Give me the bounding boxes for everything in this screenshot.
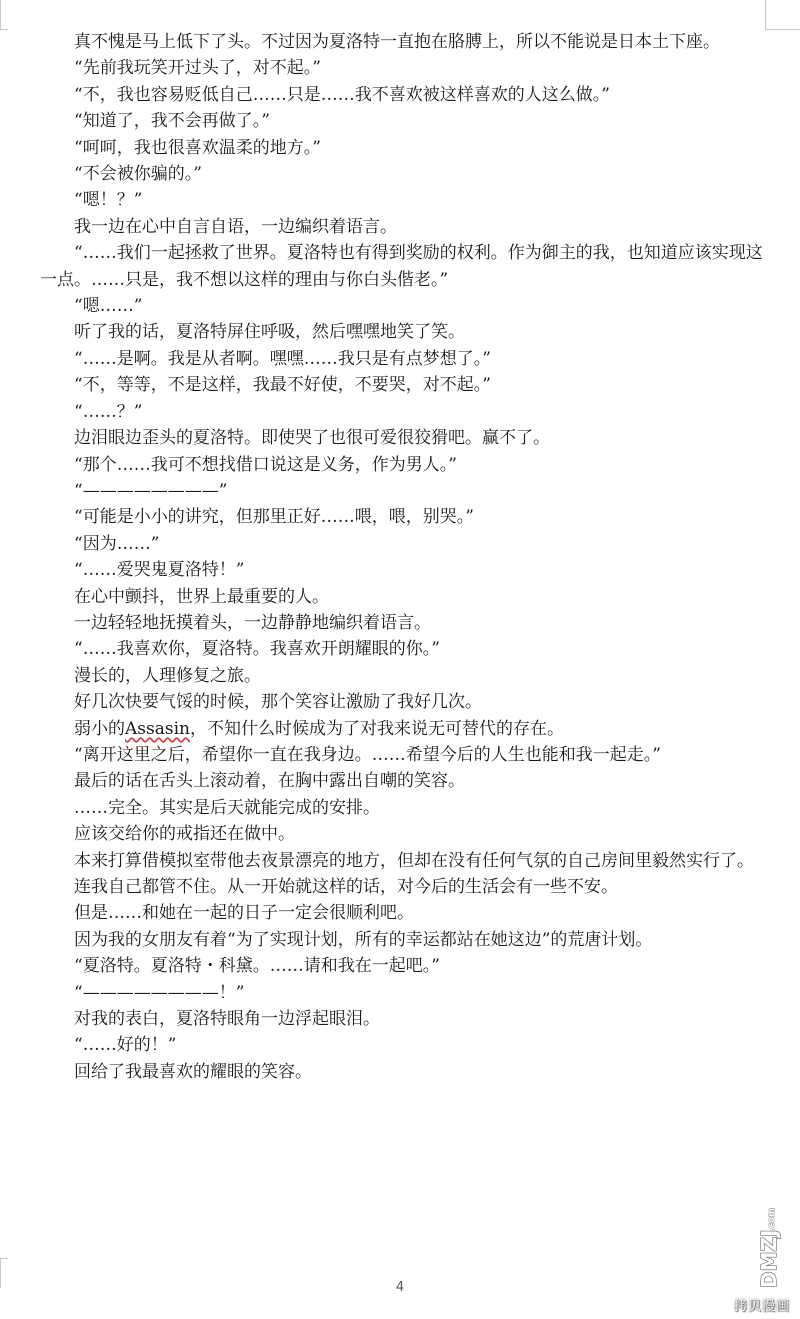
paragraph: 边泪眼边歪头的夏洛特。即使哭了也很可爱很狡猾吧。赢不了。 (74, 428, 550, 449)
paragraph: 听了我的话，夏洛特屏住呼吸，然后嘿嘿地笑了笑。 (74, 322, 465, 343)
paragraph: “……爱哭鬼夏洛特！” (74, 560, 245, 581)
paragraph: “呵呵，我也很喜欢温柔的地方。” (74, 137, 321, 158)
paragraph: “离开这里之后，希望你一直在我身边。……希望今后的人生也能和我一起走。” (74, 744, 661, 765)
crop-mark-bottom-left-h (0, 1258, 8, 1259)
paragraph: “……？” (74, 401, 143, 422)
paragraph: “————————” (74, 480, 228, 501)
paragraph: 最后的话在舌头上滚动着，在胸中露出自嘲的笑容。 (74, 771, 465, 792)
paragraph: “……好的！” (74, 1035, 177, 1056)
paragraph: 我一边在心中自言自语，一边编织着语言。 (74, 216, 397, 237)
paragraph: “————————！” (74, 982, 245, 1003)
text-body (40, 29, 772, 1085)
paragraph: 真不愧是马上低下了头。不过因为夏洛特一直抱在胳膊上，所以不能说是日本土下座。 (74, 32, 720, 52)
crop-mark-top-left-h (0, 29, 8, 30)
paragraph: “……我喜欢你，夏洛特。我喜欢开朗耀眼的你。” (74, 639, 440, 660)
paragraph: 本来打算借模拟室带他去夜景漂亮的地方，但却在没有任何气氛的自己房间里毅然实行了。 (74, 850, 754, 871)
paragraph: 但是……和她在一起的日子一定会很顺利吧。 (74, 903, 414, 924)
paragraph: ……完全。其实是后天就能完成的安排。 (74, 797, 380, 818)
paragraph: 因为我的女朋友有着“为了实现计划，所有的幸运都站在她这边”的荒唐计划。 (74, 929, 653, 950)
spellcheck-flagged-word: Assasin (125, 718, 190, 739)
paragraph: “夏洛特。夏洛特・科黛。……请和我在一起吧。” (74, 956, 440, 977)
paragraph: “先前我玩笑开过头了，对不起。” (74, 58, 321, 79)
paragraph: “可能是小小的讲究，但那里正好……喂，喂，别哭。” (74, 507, 474, 528)
paragraph: 在心中颤抖，世界上最重要的人。 (74, 586, 329, 607)
paragraph: “……我们一起拯救了世界。夏洛特也有得到奖励的权利。作为御主的我，也知道应该实现这一点。……只是，我不想以这样的理由与你白头偕老。” (40, 243, 763, 290)
paragraph: “不，等等，不是这样，我最不好使，不要哭，对不起。” (74, 375, 491, 396)
crop-mark-top-left (0, 0, 1, 30)
paragraph: “那个……我可不想找借口说这是义务，作为男人。” (74, 454, 457, 475)
watermark-caption: 拷贝漫画 (733, 1299, 790, 1314)
paragraph: 对我的表白，夏洛特眼角一边浮起眼泪。 (74, 1009, 380, 1030)
paragraph: 弱小的Assasin，不知什么时候成为了对我来说无可替代的存在。 (74, 718, 564, 739)
paragraph: “知道了，我不会再做了。” (74, 111, 270, 132)
paragraph: “嗯……” (74, 296, 143, 317)
watermark (733, 1200, 794, 1318)
paragraph: “因为……” (74, 533, 160, 554)
paragraph: “不会被你骗的。” (74, 164, 202, 185)
svg-text:.com: .com (767, 1207, 777, 1232)
crop-mark-top-right (765, 0, 766, 30)
svg-text:DMZJ: DMZJ (757, 1229, 781, 1288)
paragraph: 好几次快要气馁的时候，那个笑容让激励了我好几次。 (74, 692, 482, 713)
paragraph: 漫长的，人理修复之旅。 (74, 665, 261, 686)
dmzj-logo-icon (754, 1200, 784, 1290)
paragraph: 回给了我最喜欢的耀眼的笑容。 (74, 1061, 312, 1082)
paragraph: 一边轻轻地抚摸着头，一边静静地编织着语言。 (74, 612, 431, 633)
paragraph: 应该交给你的戒指还在做中。 (74, 824, 295, 845)
paragraph: 连我自己都管不住。从一开始就这样的话，对今后的生活会有一些不安。 (74, 877, 618, 897)
page-number: 4 (395, 1280, 405, 1295)
paragraph: “嗯！？” (74, 190, 143, 211)
paragraph: “……是啊。我是从者啊。嘿嘿……我只是有点梦想了。” (74, 348, 491, 369)
paragraph: “不，我也容易贬低自己……只是……我不喜欢被这样喜欢的人这么做。” (74, 84, 610, 105)
